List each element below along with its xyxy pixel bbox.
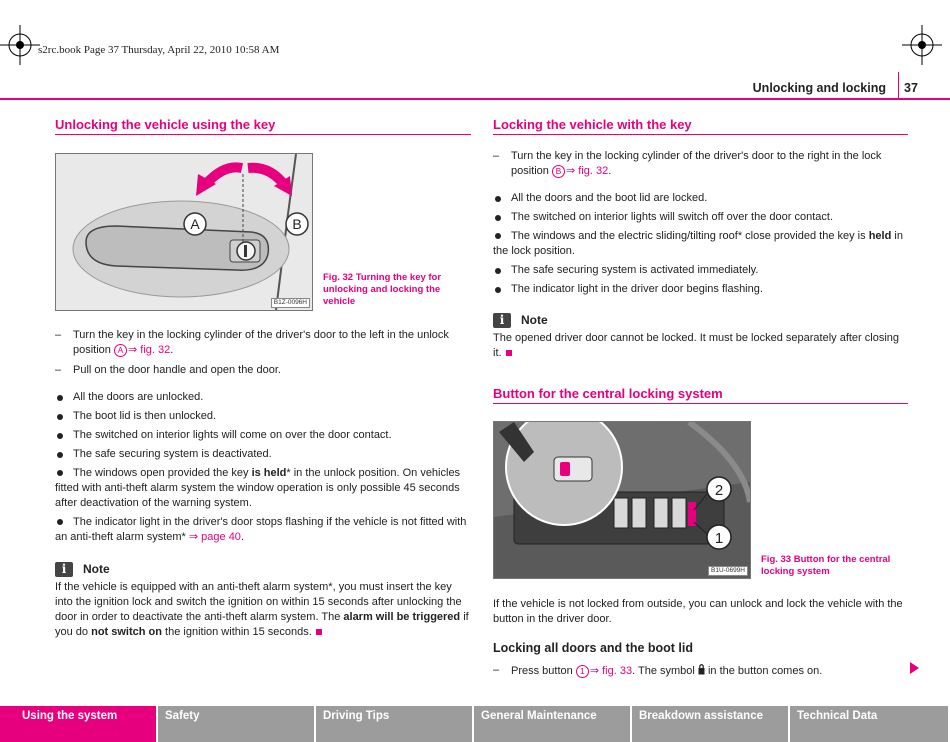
bullet-icon [495,233,501,239]
tab-breakdown-assistance[interactable]: Breakdown assistance [632,706,788,742]
fig-32-link[interactable]: ⇒ fig. 32 [127,344,171,356]
bullet-icon [57,470,63,476]
header-rule [0,98,950,100]
footer-tabs [0,706,950,742]
unlock-step-1: – Turn the key in the locking cylinder of the driver's door to the left in the unlock position A ⇒ fig. 32. [55,328,471,358]
figure-33 [493,421,751,579]
header-divider [898,72,899,99]
list-item: All the doors are unlocked. [55,390,471,405]
list-item: The safe securing system is activated immediately. [493,263,908,278]
ref-circle-a: A [114,344,127,357]
unlock-step-2: – Pull on the door handle and open the door. [55,363,471,378]
list-item: The boot lid is then unlocked. [55,409,471,424]
note-heading: i Note [55,562,471,577]
press-button-step: – Press button 1 ⇒ fig. 33. The symbol in the button comes on. [493,663,908,679]
tab-using-the-system[interactable]: Using the system [0,706,156,742]
info-icon: i [55,562,73,577]
list-item: The indicator light in the driver door begins flashing. [493,282,908,297]
end-mark-icon [506,350,512,356]
central-locking-illustration [494,422,750,578]
figure-label-1: 1 [714,530,724,547]
list-item: The switched on interior lights will come on over the door contact. [55,428,471,443]
section-title-central-locking: Button for the central locking system [493,386,908,404]
section-title-unlocking: Unlocking the vehicle using the key [55,117,471,135]
tab-general-maintenance[interactable]: General Maintenance [474,706,630,742]
fig-32-link[interactable]: ⇒ fig. 32 [565,165,609,177]
list-item: The windows open provided the key is held* in the unlock position. On vehicles fitted with anti-theft alarm system the window operation is only possible 45 seconds after deactivation of the warning system. [55,467,461,509]
page-40-link[interactable]: ⇒ page 40 [188,531,241,543]
bullet-icon [57,519,63,525]
figure-label-2: 2 [714,482,724,499]
list-item: The windows and the electric sliding/tilting roof* close provided the key is held in the lock position. [493,230,903,257]
list-item: The switched on interior lights will switch off over the door contact. [493,210,908,225]
figure-code: B1Z-0096H [271,298,310,308]
note-heading: i Note [493,313,908,328]
door-handle-illustration [56,154,312,310]
registration-mark-icon [902,25,942,65]
tab-driving-tips[interactable]: Driving Tips [316,706,472,742]
page-number: 37 [904,81,918,95]
figure-33-caption: Fig. 33 Button for the central locking system [761,554,891,577]
lock-step-1: – Turn the key in the locking cylinder of the driver's door to the right in the lock position B ⇒ fig. 32. [493,149,908,179]
note-text: The opened driver door cannot be locked. It must be locked separately after closing it. [493,332,900,359]
ref-circle-1: 1 [576,665,589,678]
figure-32-caption: Fig. 32 Turning the key for unlocking and locking the vehicle [323,272,442,307]
info-icon: i [493,313,511,328]
list-item: The safe securing system is deactivated. [55,447,471,462]
end-mark-icon [316,629,322,635]
figure-label-a: A [190,216,200,232]
file-info: s2rc.book Page 37 Thursday, April 22, 2010 10:58 AM [38,44,280,56]
list-item: All the doors and the boot lid are locked. [493,191,908,206]
figure-label-b: B [292,216,302,232]
next-page-arrow-icon[interactable] [910,662,919,674]
section-title-locking: Locking the vehicle with the key [493,117,908,135]
list-item: The indicator light in the driver's door stops flashing if the vehicle is not fitted with an anti-theft alarm system* ⇒ page 40. [55,516,467,543]
page-header-title: Unlocking and locking [752,81,886,95]
ref-circle-b: B [552,165,565,178]
subheading-locking-all: Locking all doors and the boot lid [493,641,693,655]
tab-safety[interactable]: Safety [158,706,314,742]
fig-33-link[interactable]: ⇒ fig. 33 [589,665,633,677]
tab-technical-data[interactable]: Technical Data [790,706,948,742]
registration-mark-icon [0,25,40,65]
figure-code: B1U-0699H [708,566,748,576]
figure-32 [55,153,313,311]
central-locking-paragraph: If the vehicle is not locked from outside, you can unlock and lock the vehicle with the button in the driver door. [493,598,903,625]
note-text: If the vehicle is equipped with an anti-theft alarm system*, you must insert the key into the ignition lock and switch the ignition on within 15 seconds after unlocking the door in order to deactivate the anti-theft alarm system. The alarm will be triggered if you do not switch on the ignition within 15 seconds. [55,581,469,638]
lock-symbol-icon [698,663,705,675]
